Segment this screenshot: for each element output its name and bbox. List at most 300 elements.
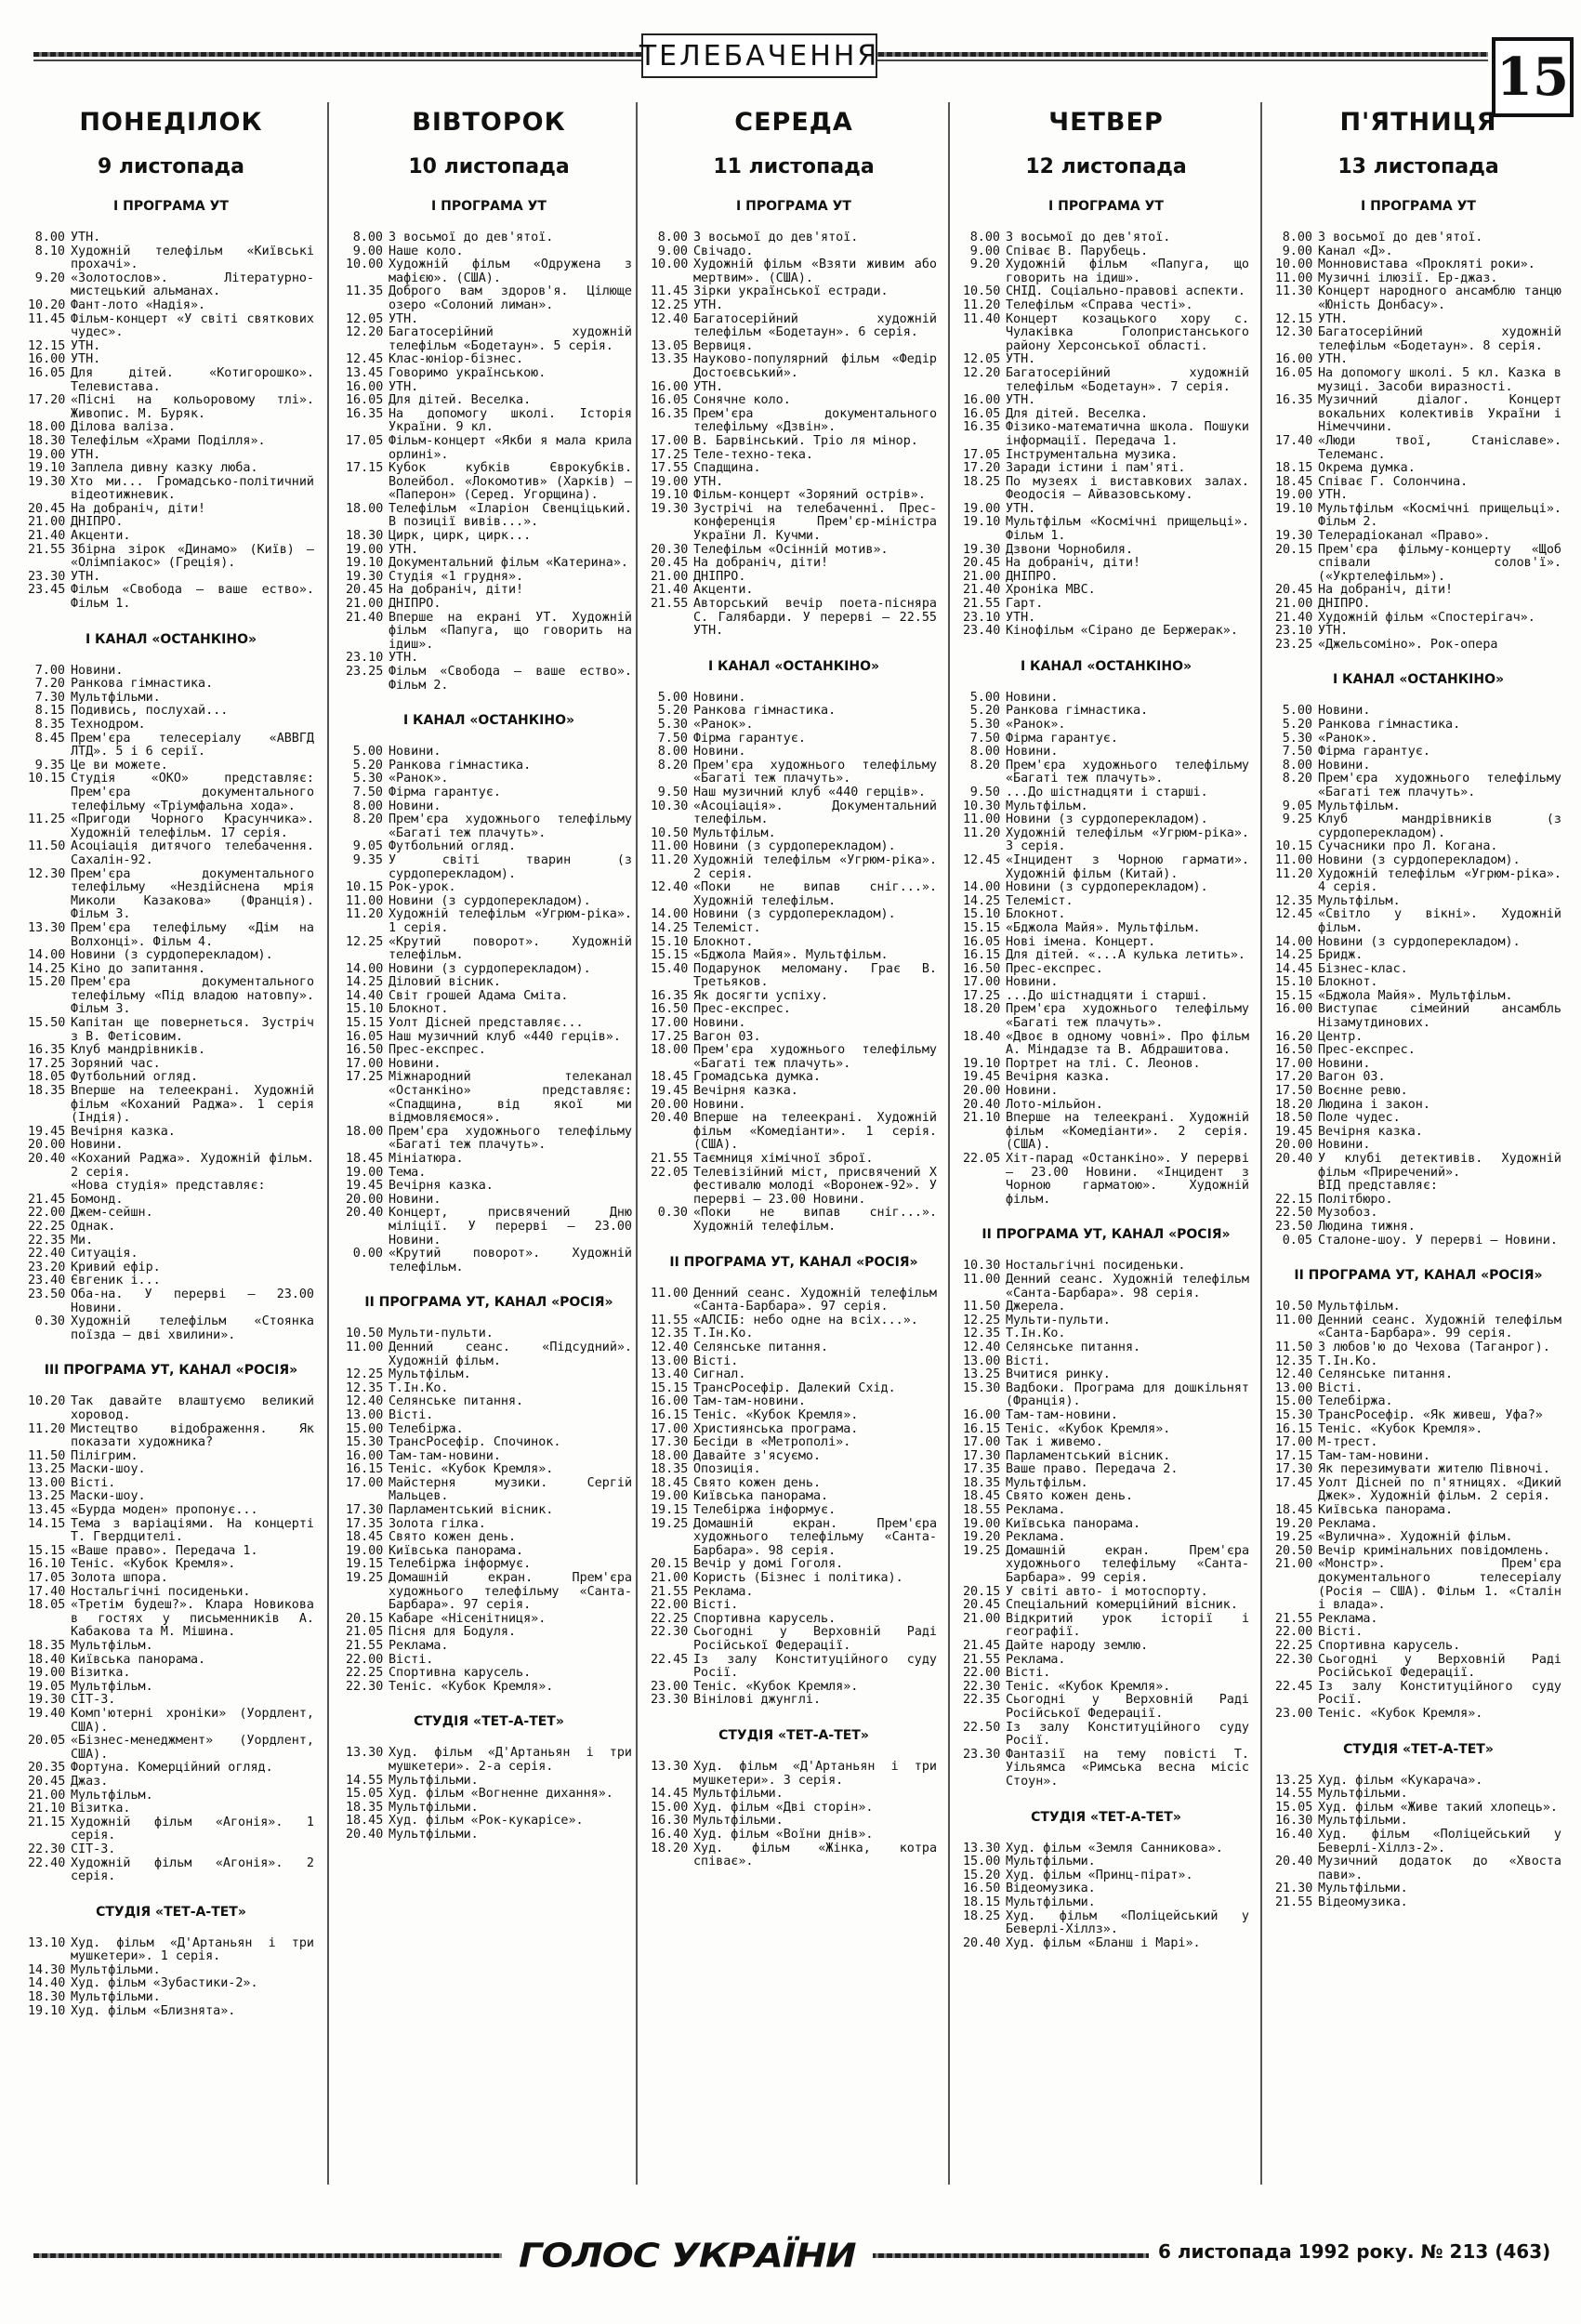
program-title: Художній телефільм «Угрюм-ріка». 3 серія. xyxy=(1006,825,1249,854)
program-entry xyxy=(651,1802,937,1816)
program-time: 19.00 xyxy=(346,1165,384,1180)
program-entry xyxy=(1275,1207,1561,1221)
program-entry xyxy=(963,813,1249,827)
program-entry xyxy=(28,976,314,1017)
program-time: 8.00 xyxy=(34,231,65,244)
program-time: 21.45 xyxy=(963,1639,1001,1653)
program-time: 16.00 xyxy=(28,352,66,367)
program-title: Телефільм «Справа честі». xyxy=(1006,297,1193,312)
program-title: Виступає сімейний ансамбль Нізамутдинових. xyxy=(1318,1002,1561,1031)
program-time: 21.40 xyxy=(28,529,66,544)
program-entry xyxy=(963,976,1249,990)
program-title: Клуб мандрівників. xyxy=(71,1043,206,1058)
program-time: 18.00 xyxy=(346,501,384,516)
program-time: 19.00 xyxy=(963,1516,1001,1531)
program-time: 8.00 xyxy=(657,231,688,244)
day-name: ПОНЕДІЛОК xyxy=(79,108,263,137)
program-time: 13.00 xyxy=(651,1353,689,1368)
program-title: Фортуна. Комерційний огляд. xyxy=(71,1761,273,1776)
program-time: 22.00 xyxy=(346,1652,384,1667)
program-title: УТН. xyxy=(71,569,101,584)
program-entry xyxy=(651,786,937,800)
program-entry xyxy=(651,1167,937,1208)
program-entry xyxy=(28,1248,314,1261)
program-title: Новини (з сурдоперекладом). xyxy=(1006,812,1208,827)
program-entry xyxy=(963,1749,1249,1789)
program-entry xyxy=(963,963,1249,977)
program-time: 22.25 xyxy=(1275,1639,1313,1653)
program-time: 10.00 xyxy=(1275,257,1313,272)
program-entry xyxy=(963,1450,1249,1464)
program-time: 10.50 xyxy=(346,1327,384,1341)
program-time: 21.55 xyxy=(346,1639,384,1653)
program-title: Науково-популярний фільм «Федір Достоєвський». xyxy=(693,352,937,380)
program-title: «Ранок». xyxy=(1006,718,1066,732)
program-entry xyxy=(963,692,1249,706)
program-title: Прем'єра художнього телефільму «Багаті теж плачуть». xyxy=(1318,772,1561,799)
program-time: 18.45 xyxy=(346,1814,384,1829)
program-title: Денний сеанс. Художній телефільм «Санта-Барбара». 97 серія. xyxy=(693,1286,937,1314)
program-title: Блокнот. xyxy=(389,1002,449,1017)
program-entry xyxy=(28,476,314,503)
program-time: 19.15 xyxy=(651,1503,689,1518)
program-time: 12.40 xyxy=(963,1340,1001,1354)
program-entry xyxy=(1275,394,1561,435)
program-entry xyxy=(651,1504,937,1518)
program-time: 19.00 xyxy=(346,1543,384,1558)
program-time: 10.30 xyxy=(963,1259,1001,1274)
program-time: 19.15 xyxy=(346,1557,384,1572)
program-time: 18.35 xyxy=(346,1800,384,1815)
program-entry xyxy=(651,1287,937,1314)
program-title: Новини. xyxy=(693,690,746,705)
program-entry xyxy=(651,827,937,841)
program-time: 11.00 xyxy=(963,812,1001,827)
program-time: 19.25 xyxy=(346,1571,384,1586)
program-time: 10.15 xyxy=(28,772,66,786)
issue-info: 6 листопада 1992 року. № 213 (463) xyxy=(1149,2240,1550,2263)
program-time: 19.40 xyxy=(28,1706,66,1721)
program-time: 5.00 xyxy=(969,690,1000,705)
program-time: 18.45 xyxy=(651,1475,689,1490)
program-time: 9.20 xyxy=(969,257,1000,272)
program-time: 19.45 xyxy=(963,1070,1001,1085)
program-title: УТН. xyxy=(389,379,419,394)
program-title: «Монстр». Прем'єра документального телесеріалу (Росія — США). Фільм 1. «Сталін і влада». xyxy=(1318,1557,1561,1613)
program-title: Майстерня музики. Сергій Мальцев. xyxy=(389,1475,632,1504)
program-entry xyxy=(1275,1855,1561,1882)
program-time: 16.35 xyxy=(1275,393,1313,408)
program-time: 23.40 xyxy=(963,624,1001,639)
program-entry xyxy=(346,1545,632,1559)
program-time: 22.30 xyxy=(28,1842,66,1856)
program-title: Мульти-пульти. xyxy=(389,1327,494,1341)
program-title: Однак. xyxy=(71,1219,116,1234)
program-time: 15.30 xyxy=(346,1435,384,1450)
program-time: 8.15 xyxy=(34,704,65,719)
program-title: Футбольний огляд. xyxy=(389,839,517,854)
program-title: Прем'єра художнього телефільму «Багаті теж плачуть». xyxy=(693,1043,937,1071)
program-entry xyxy=(28,733,314,759)
program-title: Прем'єра фільму-концерту «Щоб співали солов'ї». («Укртелефільм»). xyxy=(1318,542,1561,584)
program-entry xyxy=(1275,1654,1561,1681)
program-title: УТН. xyxy=(1006,610,1036,625)
program-entry xyxy=(963,503,1249,517)
program-title: ТрансРосефір. Далекий Схід. xyxy=(693,1380,896,1395)
program-time: 18.35 xyxy=(28,1639,66,1653)
program-title: Воєнне ревю. xyxy=(1318,1084,1408,1099)
program-entry xyxy=(28,462,314,476)
program-time: 16.15 xyxy=(963,1421,1001,1436)
program-time: 18.30 xyxy=(28,1990,66,2005)
program-entry xyxy=(963,598,1249,612)
program-entry xyxy=(651,1599,937,1613)
program-title: Художній телефільм «Угрюм-ріка». 2 серія. xyxy=(693,852,937,881)
program-time: 17.25 xyxy=(963,988,1001,1003)
program-time: 8.20 xyxy=(1282,772,1312,786)
program-title: Уолт Дісней по п'ятницях. «Дикий Джек». Художній фільм. 2 серія. xyxy=(1318,1475,1561,1504)
program-entry xyxy=(1275,231,1561,245)
program-title: Багатосерійний художній телефільм «Бодетаун». 6 серія. xyxy=(693,311,937,340)
program-time: 5.30 xyxy=(969,718,1000,732)
program-entry xyxy=(28,1802,314,1816)
program-entry xyxy=(346,245,632,259)
program-time: 7.50 xyxy=(352,785,383,799)
program-entry xyxy=(28,1288,314,1315)
program-time: 16.15 xyxy=(651,1407,689,1422)
program-entry xyxy=(346,408,632,435)
day-name: СЕРЕДА xyxy=(734,108,853,137)
program-title: Фірма гарантує. xyxy=(1006,731,1118,746)
program-title: Лото-мільйон. xyxy=(1006,1097,1103,1112)
program-title: Відкритий урок історії і географії. xyxy=(1006,1611,1249,1640)
program-title: Цирк, цирк, цирк... xyxy=(389,529,532,544)
program-time: 16.30 xyxy=(651,1814,689,1829)
program-entry xyxy=(651,1463,937,1477)
program-title: «Вулична». Художній фільм. xyxy=(1318,1530,1513,1545)
program-entry xyxy=(1275,868,1561,895)
program-entry xyxy=(651,571,937,585)
program-time: 18.30 xyxy=(28,433,66,448)
program-time: 15.20 xyxy=(963,1868,1001,1882)
program-time: 11.20 xyxy=(28,1421,66,1436)
program-title: На допомогу школі. 5 кл. Казка в музиці. Засоби виразності. xyxy=(1318,365,1561,394)
program-title: Вісті. xyxy=(389,1652,434,1667)
program-title: Комп'ютерні хроніки» (Уордлент, США). xyxy=(71,1706,314,1735)
program-title: Прес-експрес. xyxy=(693,1002,791,1017)
program-time: 21.10 xyxy=(963,1111,1001,1126)
program-entry xyxy=(28,1071,314,1085)
program-time: 8.10 xyxy=(34,244,65,258)
program-entry xyxy=(651,949,937,963)
program-entry xyxy=(963,1409,1249,1423)
program-time: 11.45 xyxy=(28,311,66,326)
program-title: Так і живемо. xyxy=(1006,1435,1103,1450)
program-entry xyxy=(651,1355,937,1369)
program-time: 16.50 xyxy=(963,1882,1001,1896)
program-time: 22.45 xyxy=(651,1652,689,1667)
program-entry xyxy=(651,285,937,299)
program-time: 22.25 xyxy=(28,1219,66,1234)
program-time: 22.30 xyxy=(1275,1652,1313,1667)
program-entry xyxy=(651,963,937,990)
program-time: 13.00 xyxy=(346,1407,384,1422)
program-entry xyxy=(963,1112,1249,1153)
program-title: Теніс. «Кубок Кремля». xyxy=(389,1679,554,1694)
program-title: Із залу Конституційного суду Росії. xyxy=(693,1652,937,1681)
program-time: 18.25 xyxy=(963,1908,1001,1923)
program-time: 15.15 xyxy=(28,1543,66,1558)
program-title: Хіт-парад «Останкіно». У перерві — 23.00 Новини. «Інцидент з Чорною гарматою». Художній фільм. xyxy=(1006,1152,1249,1207)
program-title: Т.Ін.Ко. xyxy=(693,1327,754,1341)
program-entry xyxy=(651,990,937,1004)
program-time: 21.55 xyxy=(651,1584,689,1599)
program-entry xyxy=(651,1829,937,1842)
program-entry xyxy=(28,1762,314,1776)
program-time: 20.15 xyxy=(963,1584,1001,1599)
program-time: 11.00 xyxy=(1275,852,1313,867)
program-title: УТН. xyxy=(389,542,419,557)
program-title: Сьогодні у Верховній Раді Російської Федерації. xyxy=(693,1625,937,1653)
program-title: Ранкова гімнастика. xyxy=(1318,718,1461,732)
program-entry xyxy=(1275,1558,1561,1612)
program-entry xyxy=(963,1842,1249,1856)
program-title: УТН. xyxy=(1006,352,1036,367)
program-entry xyxy=(28,1964,314,1978)
program-entry xyxy=(28,353,314,367)
program-entry xyxy=(963,462,1249,476)
program-entry xyxy=(651,705,937,719)
program-entry xyxy=(651,1761,937,1788)
program-time: 13.30 xyxy=(28,920,66,935)
program-entry xyxy=(28,1139,314,1153)
program-entry xyxy=(1275,462,1561,476)
column-divider xyxy=(636,102,638,2185)
program-title: Свято кожен день. xyxy=(1006,1489,1134,1504)
program-title: Новини (з сурдоперекладом). xyxy=(1318,852,1521,867)
program-title: УТН. xyxy=(389,651,419,666)
program-time: 14.15 xyxy=(28,1516,66,1531)
program-entry xyxy=(963,1058,1249,1072)
program-title: Концерт козацького хору с. Чулаківка Голопристанського району Херсонської області. xyxy=(1006,311,1249,353)
program-time: 12.45 xyxy=(346,352,384,367)
program-entry xyxy=(651,1436,937,1450)
program-title: «Ранок». xyxy=(1318,731,1378,746)
program-time: 15.10 xyxy=(346,1002,384,1017)
channel-heading: І ПРОГРАМА УТ xyxy=(736,199,851,214)
program-title: Реклама. xyxy=(389,1639,449,1653)
program-title: Документальний фільм «Катерина». xyxy=(389,556,628,571)
program-title: Центр. xyxy=(1318,1029,1364,1044)
program-entry xyxy=(346,1463,632,1477)
program-title: Ранкова гімнастика. xyxy=(71,677,214,692)
program-time: 21.10 xyxy=(28,1802,66,1816)
program-entry xyxy=(651,1842,937,1869)
channel-heading: І ПРОГРАМА УТ xyxy=(1361,199,1476,214)
program-entry xyxy=(963,1869,1249,1883)
program-entry xyxy=(1275,1341,1561,1355)
program-entry xyxy=(346,1829,632,1842)
program-title: Користь (Бізнес і політика). xyxy=(693,1571,903,1586)
program-time: 15.10 xyxy=(1275,975,1313,990)
program-entry xyxy=(28,1545,314,1559)
program-entry xyxy=(963,1910,1249,1937)
program-title: Заради істини і пам'яті. xyxy=(1006,461,1186,476)
program-time: 19.30 xyxy=(651,501,689,516)
program-entry xyxy=(1275,1355,1561,1369)
program-title: «Бурда моден» пропонує... xyxy=(71,1503,258,1518)
program-time: 14.40 xyxy=(28,1976,66,1991)
program-time: 16.15 xyxy=(1275,1421,1313,1436)
program-entry xyxy=(963,231,1249,245)
program-entry xyxy=(963,1382,1249,1409)
program-entry xyxy=(346,1815,632,1829)
day-column xyxy=(963,100,1249,2183)
program-time: 21.55 xyxy=(963,597,1001,612)
program-time: 16.05 xyxy=(346,393,384,408)
program-time: 14.25 xyxy=(963,893,1001,908)
program-title: Худ. фільм «Дві сторін». xyxy=(693,1800,874,1815)
program-title: Телерадіоканал «Право». xyxy=(1318,529,1491,544)
program-time: 8.35 xyxy=(34,718,65,732)
program-entry xyxy=(963,557,1249,571)
program-entry xyxy=(963,895,1249,909)
program-time: 16.00 xyxy=(1275,1002,1313,1017)
program-time: 19.00 xyxy=(28,447,66,462)
program-time: 17.50 xyxy=(1275,1084,1313,1099)
day-name: ВІВТОРОК xyxy=(412,108,566,137)
program-time: 14.25 xyxy=(1275,948,1313,963)
program-time: 14.40 xyxy=(346,988,384,1003)
program-entry xyxy=(963,1586,1249,1600)
program-entry xyxy=(1275,772,1561,799)
program-time: 0.30 xyxy=(34,1314,65,1329)
program-time: 23.30 xyxy=(651,1693,689,1708)
program-entry xyxy=(1275,1423,1561,1437)
program-title: Вперше на екрані УТ. Художній фільм «Папуга, що говорить на ідиш». xyxy=(389,610,632,652)
program-title: Прес-експрес. xyxy=(1318,1043,1416,1058)
program-entry xyxy=(1275,625,1561,639)
program-entry xyxy=(1275,1221,1561,1235)
program-title: ДНІПРО. xyxy=(1006,569,1059,584)
program-title: Сучасники про Л. Когана. xyxy=(1318,839,1498,854)
program-title: Фірма гарантує. xyxy=(389,785,501,799)
program-title: Парламентський вісник. xyxy=(1006,1448,1171,1463)
program-title: «Нова студія» представляє: xyxy=(71,1179,266,1194)
program-time: 18.30 xyxy=(346,529,384,544)
program-time: 16.00 xyxy=(651,379,689,394)
program-time: 15.30 xyxy=(963,1380,1001,1395)
program-entry xyxy=(28,813,314,840)
program-title: Худ. фільм «Д'Артаньян і три мушкетери». 1 серія. xyxy=(71,1935,314,1964)
section-label: ТЕЛЕБАЧЕННЯ xyxy=(641,33,877,78)
program-entry xyxy=(28,949,314,963)
program-entry xyxy=(28,1599,314,1640)
program-entry xyxy=(651,1153,937,1167)
program-title: Вагон 03. xyxy=(1318,1070,1386,1085)
program-time: 10.50 xyxy=(1275,1300,1313,1314)
program-time: 19.00 xyxy=(346,542,384,557)
program-title: Художній фільм «Спостерігач». xyxy=(1318,610,1535,625)
program-title: Акценти. xyxy=(71,529,131,544)
program-time: 10.00 xyxy=(346,257,384,272)
program-title: Мультфільми. xyxy=(1318,1814,1408,1829)
program-entry xyxy=(963,827,1249,854)
program-time: 7.00 xyxy=(34,663,65,678)
program-time: 23.10 xyxy=(963,610,1001,625)
program-entry xyxy=(963,1855,1249,1869)
program-time: 12.20 xyxy=(963,365,1001,380)
program-entry xyxy=(963,1599,1249,1613)
program-title: Зустрічі на телебаченні. Прес-конференція Прем'єр-міністра України Л. Кучми. xyxy=(693,501,937,544)
program-entry xyxy=(346,326,632,353)
program-time: 19.45 xyxy=(651,1084,689,1099)
program-time: 5.30 xyxy=(657,718,688,732)
program-title: Домашній екран. Прем'єра художнього телефільму «Санта-Барбара». 98 серія. xyxy=(693,1516,937,1558)
day-column xyxy=(28,100,314,2183)
program-time: 16.35 xyxy=(651,988,689,1003)
program-entry xyxy=(346,1747,632,1774)
program-entry xyxy=(651,1085,937,1099)
program-time: 5.20 xyxy=(969,704,1000,719)
program-entry xyxy=(963,1071,1249,1085)
program-entry xyxy=(1275,285,1561,312)
program-entry xyxy=(1275,489,1561,503)
channel-heading: І КАНАЛ «ОСТАНКІНО» xyxy=(1332,672,1505,688)
program-entry xyxy=(651,353,937,380)
program-title: Вісті. xyxy=(1318,1380,1364,1395)
program-entry xyxy=(28,394,314,421)
program-time: 12.35 xyxy=(1275,1353,1313,1368)
program-entry xyxy=(651,1071,937,1085)
program-entry xyxy=(1275,1802,1561,1816)
program-title: Новини (з сурдоперекладом). xyxy=(1318,934,1521,949)
program-title: Таємниця хімічної зброї. xyxy=(693,1152,874,1166)
program-title: Новини. xyxy=(1006,690,1059,705)
program-entry xyxy=(28,245,314,272)
program-title: Бридж. xyxy=(1318,948,1364,963)
program-time: 19.30 xyxy=(1275,529,1313,544)
program-time: 16.05 xyxy=(963,406,1001,421)
program-title: Худ. фільм «Зубастики-2». xyxy=(71,1976,258,1991)
channel-heading: ІІ ПРОГРАМА УТ, КАНАЛ «РОСІЯ» xyxy=(982,1227,1231,1243)
program-time: 11.30 xyxy=(1275,284,1313,299)
program-time: 12.35 xyxy=(346,1380,384,1395)
program-entry xyxy=(963,990,1249,1004)
program-title: Реклама. xyxy=(693,1584,754,1599)
program-title: Вісті. xyxy=(1006,1353,1051,1368)
program-time: 17.20 xyxy=(1275,1070,1313,1085)
program-entry xyxy=(651,908,937,922)
program-entry xyxy=(28,272,314,299)
program-time: 12.30 xyxy=(1275,325,1313,340)
program-title: Ділова валіза. xyxy=(71,420,176,435)
program-entry xyxy=(651,1613,937,1627)
program-title: Для дітей. «...А кулька летить». xyxy=(1006,948,1245,963)
program-time: 20.45 xyxy=(1275,583,1313,598)
program-entry xyxy=(1275,705,1561,719)
program-title: Музобоз. xyxy=(1318,1206,1378,1221)
program-entry xyxy=(346,881,632,895)
program-entry xyxy=(28,1735,314,1762)
program-title: Доброго вам здоров'я. Цілюще озеро «Солоний лиман». xyxy=(389,284,632,312)
program-time: 14.45 xyxy=(651,1787,689,1802)
program-entry xyxy=(1275,1613,1561,1627)
program-entry xyxy=(346,1450,632,1464)
program-time: 19.30 xyxy=(28,474,66,489)
program-time: 17.00 xyxy=(346,1056,384,1071)
program-title: Блокнот. xyxy=(693,934,754,949)
